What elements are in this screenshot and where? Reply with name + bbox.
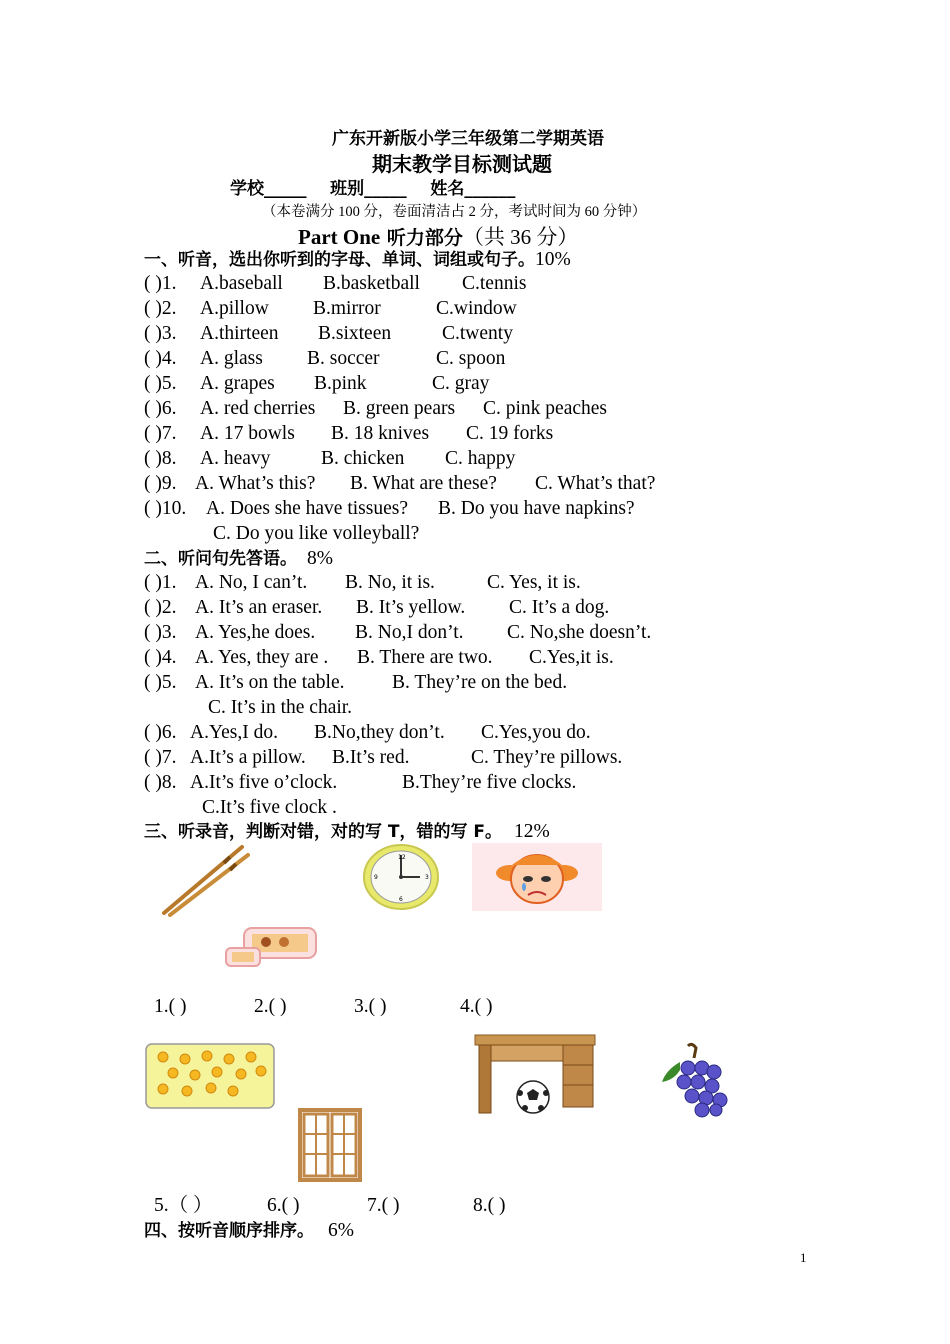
chopsticks-picture xyxy=(158,843,250,917)
section3-heading xyxy=(144,820,550,844)
part-one-cn: 听力部分 xyxy=(380,227,463,249)
option-a: A. grapes xyxy=(200,373,275,394)
option-c: C. 19 forks xyxy=(466,423,554,444)
option-a: A.It’s five o’clock. xyxy=(190,772,338,793)
option-c: C. pink peaches xyxy=(483,398,608,419)
option-b: B.mirror xyxy=(313,298,381,319)
option-a: A. It’s on the table. xyxy=(195,672,345,693)
option-c: C.tennis xyxy=(462,273,527,294)
answer-blank: 8.( ) xyxy=(473,1195,506,1216)
svg-text:3: 3 xyxy=(425,874,429,881)
question-number: ( )4. xyxy=(144,348,177,369)
option-c: C.twenty xyxy=(442,323,513,344)
section4-title: 四、按听音顺序排序。 xyxy=(144,1221,314,1241)
option-a: A. Yes, they are . xyxy=(195,647,329,668)
page-number: 1 xyxy=(800,1250,807,1265)
option-b: B. No,I don’t. xyxy=(355,622,464,643)
option-b: B. What are these? xyxy=(350,473,497,494)
option-b: B. green pears xyxy=(343,398,456,419)
section4-heading xyxy=(144,1219,354,1243)
question-number: ( )7. xyxy=(144,747,177,768)
option-c: C.It’s five clock . xyxy=(202,797,337,818)
option-a: A.Yes,I do. xyxy=(190,722,278,743)
question-number: ( )5. xyxy=(144,373,177,394)
question-number: ( )10. xyxy=(144,498,187,519)
option-b: B. Do you have napkins? xyxy=(438,498,635,519)
answer-blank: 6.( ) xyxy=(267,1195,300,1216)
question-number: ( )2. xyxy=(144,597,177,618)
section3-score: 12% xyxy=(514,821,550,842)
answer-blank: 7.( ) xyxy=(367,1195,400,1216)
question-number: ( )2. xyxy=(144,298,177,319)
grapes-picture xyxy=(658,1040,734,1118)
option-b: B. soccer xyxy=(307,348,380,369)
option-b: B. chicken xyxy=(321,448,405,469)
svg-text:12: 12 xyxy=(398,854,406,861)
option-c: C.window xyxy=(436,298,517,319)
question-number: ( )5. xyxy=(144,672,177,693)
exam-series-title: 广东开新版小学三年级第二学期英语 xyxy=(332,129,604,149)
question-number: ( )3. xyxy=(144,323,177,344)
answer-blank: 5.（ ） xyxy=(154,1195,213,1216)
option-c: C. Yes, it is. xyxy=(487,572,581,593)
section4-score: 6% xyxy=(328,1220,354,1241)
option-b: B.basketball xyxy=(323,273,420,294)
option-b: B. 18 knives xyxy=(331,423,430,444)
option-c: C. spoon xyxy=(436,348,506,369)
question-number: ( )1. xyxy=(144,572,177,593)
option-a: A.baseball xyxy=(200,273,283,294)
question-number: ( )7. xyxy=(144,423,177,444)
answer-blank: 4.( ) xyxy=(460,996,493,1017)
section1-heading xyxy=(144,248,571,272)
question-number: ( )4. xyxy=(144,647,177,668)
question-number: ( )8. xyxy=(144,448,177,469)
answer-blank: 2.( ) xyxy=(254,996,287,1017)
option-a: A.thirteen xyxy=(200,323,279,344)
option-a: A. Yes,he does. xyxy=(195,622,316,643)
option-c: C. What’s that? xyxy=(535,473,656,494)
desk-and-ball-picture xyxy=(473,1033,597,1115)
student-info-fields: 学校_____ 班别_____ 姓名______ xyxy=(230,179,516,199)
option-b: B. There are two. xyxy=(357,647,493,668)
question-number: ( )9. xyxy=(144,473,177,494)
part-one-heading xyxy=(298,221,578,251)
exam-note: （本卷满分 100 分，卷面清洁占 2 分，考试时间为 60 分钟） xyxy=(262,204,647,220)
option-a: A. red cherries xyxy=(200,398,316,419)
option-b: B. It’s yellow. xyxy=(356,597,466,618)
option-b: B. They’re on the bed. xyxy=(392,672,568,693)
window-picture xyxy=(298,1108,362,1182)
answer-blank: 3.( ) xyxy=(354,996,387,1017)
option-a: A.It’s a pillow. xyxy=(190,747,306,768)
option-a: A. 17 bowls xyxy=(200,423,295,444)
section1-score: 10% xyxy=(535,249,571,270)
section3-title: 三、听录音，判断对错，对的写 T，错的写 F。 xyxy=(144,822,503,842)
question-number: ( )1. xyxy=(144,273,177,294)
part-one-label: Part One xyxy=(298,225,381,249)
part-one-score: （共 36 分） xyxy=(462,225,579,249)
option-c: C. They’re pillows. xyxy=(471,747,623,768)
option-a: A. Does she have tissues? xyxy=(206,498,408,519)
section1-title: 一、听音，选出你听到的字母、单词、词组或句子。 xyxy=(144,250,535,270)
crying-girl-picture xyxy=(472,843,602,911)
option-b: B. No, it is. xyxy=(345,572,435,593)
option-a: A. No, I can’t. xyxy=(195,572,308,593)
option-c: C.Yes,you do. xyxy=(481,722,591,743)
option-c: C. It’s a dog. xyxy=(509,597,610,618)
clock-picture xyxy=(362,843,440,911)
option-b: B.sixteen xyxy=(318,323,392,344)
question-number: ( )6. xyxy=(144,398,177,419)
option-a: A.pillow xyxy=(200,298,269,319)
exam-title: 期末教学目标测试题 xyxy=(372,152,552,176)
option-a: A. glass xyxy=(200,348,263,369)
option-b: B.They’re five clocks. xyxy=(402,772,577,793)
question-number: ( )8. xyxy=(144,772,177,793)
option-c: C. happy xyxy=(445,448,516,469)
oranges-picture xyxy=(145,1043,275,1109)
option-a: A. It’s an eraser. xyxy=(195,597,323,618)
option-c: C. It’s in the chair. xyxy=(208,697,353,718)
option-b: B.pink xyxy=(314,373,367,394)
answer-blank: 1.( ) xyxy=(154,996,187,1017)
section2-heading xyxy=(144,547,333,571)
section2-title: 二、听问句先答语。 xyxy=(144,549,297,569)
section2-score: 8% xyxy=(307,548,333,569)
option-c: C. No,she doesn’t. xyxy=(507,622,652,643)
option-c: C. Do you like volleyball? xyxy=(213,523,420,544)
question-number: ( )6. xyxy=(144,722,177,743)
svg-text:9: 9 xyxy=(374,874,378,881)
option-b: B.No,they don’t. xyxy=(314,722,445,743)
option-a: A. heavy xyxy=(200,448,271,469)
option-a: A. What’s this? xyxy=(195,473,316,494)
pillows-picture xyxy=(222,926,320,970)
svg-text:6: 6 xyxy=(399,896,403,903)
question-number: ( )3. xyxy=(144,622,177,643)
option-c: C. gray xyxy=(432,373,490,394)
option-c: C.Yes,it is. xyxy=(529,647,614,668)
option-b: B.It’s red. xyxy=(332,747,410,768)
